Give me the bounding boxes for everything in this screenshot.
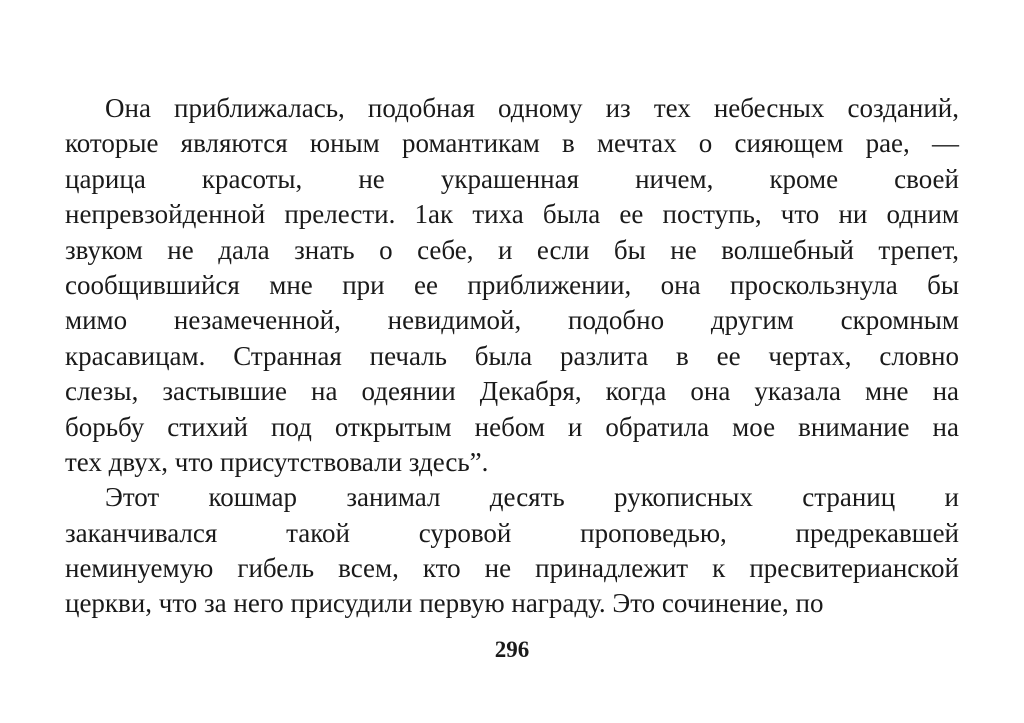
paragraph-2 bbox=[65, 480, 959, 622]
text-line: которые являются юным романтикам в мечтах о сияющем рае, — bbox=[65, 128, 959, 159]
text-line: красавицам. Странная печаль была разлита в ее чертах, словно bbox=[65, 340, 959, 371]
text-line: сообщившийся мне при ее приближении, она проскользнула бы bbox=[65, 269, 959, 300]
paragraph-1 bbox=[65, 91, 959, 480]
page-number: 296 bbox=[494, 637, 530, 662]
text-line: Этот кошмар занимал десять рукописных страниц и bbox=[105, 482, 959, 513]
text-line: непревзойденной прелести. 1ак тиха была ее поступь, что ни одним bbox=[65, 199, 959, 230]
text-line: царица красоты, не украшенная ничем, кроме своей bbox=[65, 163, 959, 194]
text-line: мимо незамеченной, невидимой, подобно другим скромным bbox=[65, 305, 959, 336]
text-line: слезы, застывшие на одеянии Декабря, когда она указала мне на bbox=[65, 376, 959, 407]
text-line: тех двух, что присутствовали здесь”. bbox=[65, 446, 489, 477]
text-line: борьбу стихий под открытым небом и обратила мое внимание на bbox=[65, 411, 959, 442]
text-line: неминуемую гибель всем, кто не принадлежит к пресвитерианской bbox=[65, 553, 959, 584]
text-line: церкви, что за него присудили первую награду. Это сочинение, по bbox=[65, 588, 824, 619]
text-line: заканчивался такой суровой проповедью, предрекавшей bbox=[65, 517, 959, 548]
body-text bbox=[65, 91, 959, 622]
text-line: Она приближалась, подобная одному из тех небесных созданий, bbox=[105, 93, 959, 123]
text-line: звуком не дала знать о себе, и если бы не волшебный трепет, bbox=[65, 234, 959, 265]
